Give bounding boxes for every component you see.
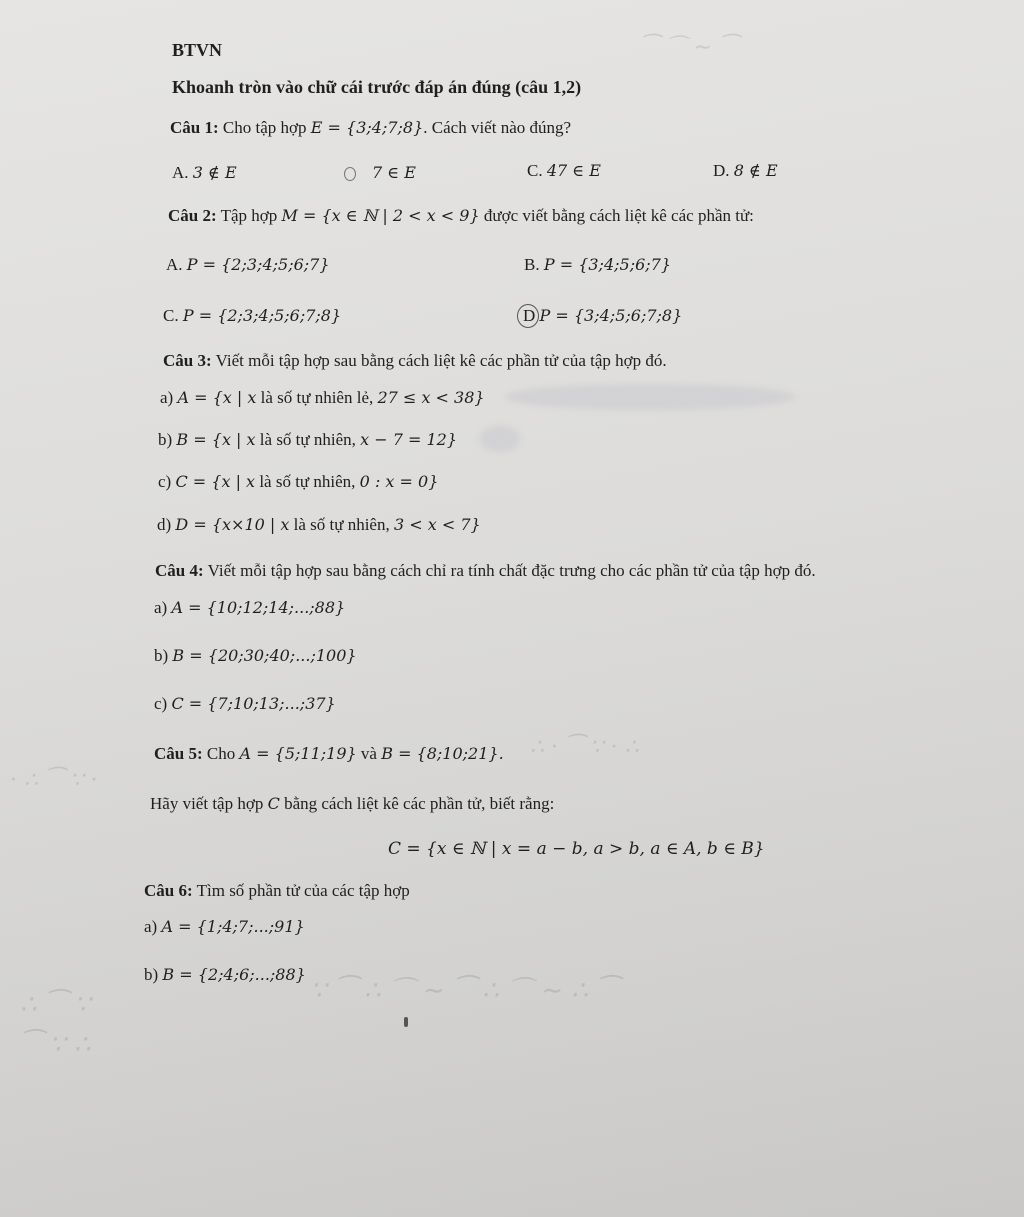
option-letter: D xyxy=(523,306,536,325)
set-expression: A = {10;12;14;...;88} xyxy=(171,598,346,617)
q4-item-a xyxy=(154,597,345,619)
q3-item-b xyxy=(158,429,457,451)
item-letter: a) xyxy=(144,917,158,936)
set-expression: A = {1;4;7;...;91} xyxy=(161,917,305,936)
q3-item-d xyxy=(157,514,481,536)
show-through-scribble: ⁀ ⌒ ∼ ⁀ xyxy=(640,35,737,60)
option-value: P = {3;4;5;6;7} xyxy=(543,255,672,274)
question-text: Tìm số phần tử của các tập hợp xyxy=(196,881,410,900)
erased-smudge xyxy=(480,426,520,452)
option-value: 47 ∈ E xyxy=(546,161,601,180)
set-expression: B = {8;10;21}. xyxy=(381,744,504,763)
show-through-scribble: ∵ ⁀ ∴ ⌒ ∼ ⁀ ∴ ⌒ ∼ ∴ ⁀ xyxy=(310,976,618,1006)
option-letter: D. xyxy=(713,161,730,180)
option-letter: B. xyxy=(524,255,540,274)
item-letter: c) xyxy=(158,472,172,491)
q4-item-b xyxy=(154,645,357,667)
pencil-circle-mark xyxy=(344,167,356,181)
item-text: là số tự nhiên, xyxy=(259,472,356,491)
option-letter: A. xyxy=(166,255,183,274)
q3-item-a xyxy=(160,387,485,409)
question-label: Câu 5: xyxy=(154,744,203,763)
set-expression: 3 < x < 7} xyxy=(393,515,481,534)
instruction-text: Khoanh tròn vào chữ cái trước đáp án đúng (câu 1,2) xyxy=(172,77,582,97)
option-letter: C. xyxy=(527,161,543,180)
formula-expression: C = {x ∈ ℕ | x = a − b, a > b, a ∈ A, b ∈ B} xyxy=(388,839,765,859)
question-text: . Cách viết nào đúng? xyxy=(423,118,572,137)
question-text: Viết mỗi tập hợp sau bằng cách liệt kê các phần tử của tập hợp đó. xyxy=(215,351,667,370)
show-through-scribble: · ∴ ⁀ ∵ · xyxy=(10,768,98,793)
question-label: Câu 1: xyxy=(170,118,219,137)
item-letter: d) xyxy=(157,515,172,534)
option-letter: A. xyxy=(172,163,189,182)
question-1 xyxy=(170,117,571,139)
set-expression: 0 : x = 0} xyxy=(359,472,439,491)
option-value: P = {2;3;4;5;6;7;8} xyxy=(182,306,342,325)
question-text: và xyxy=(360,744,377,763)
option-value: P = {2;3;4;5;6;7} xyxy=(186,255,330,274)
question-label: Câu 3: xyxy=(163,351,212,370)
erased-smudge xyxy=(505,384,795,410)
question-text: Tập hợp xyxy=(220,206,278,225)
set-expression: B = {x | x xyxy=(176,430,256,449)
show-through-scribble: ∴ ⁀ ∵ xyxy=(20,990,91,1020)
question-text: Hãy viết tập hợp xyxy=(150,794,264,813)
set-expression: C = {7;10;13;...;37} xyxy=(171,694,336,713)
question-text: bằng cách liệt kê các phần tử, biết rằng: xyxy=(284,794,555,813)
option-a[interactable] xyxy=(166,255,330,275)
show-through-scribble: ∴ · ⁀ ∵ · ∴ xyxy=(530,735,639,760)
set-expression: B = {20;30;40;...;100} xyxy=(172,646,357,665)
set-expression: C = {x | x xyxy=(175,472,256,491)
option-a[interactable] xyxy=(172,163,237,183)
question-label: Câu 2: xyxy=(168,206,217,225)
option-value: 3 ∉ E xyxy=(192,163,237,182)
option-d[interactable] xyxy=(523,306,682,326)
question-2 xyxy=(168,205,754,227)
q6-item-b xyxy=(144,964,306,986)
item-text: là số tự nhiên lẻ, xyxy=(260,388,374,407)
question-text: Viết mỗi tập hợp sau bằng cách chỉ ra tính chất đặc trưng cho các phần tử của tập hợp đó. xyxy=(207,561,816,580)
item-letter: b) xyxy=(144,965,159,984)
option-letter: C. xyxy=(163,306,179,325)
item-letter: b) xyxy=(158,430,173,449)
set-expression: D = {x×10 | x xyxy=(175,515,290,534)
question-text: Cho tập hợp xyxy=(222,118,307,137)
option-value: 7 ∈ E xyxy=(372,163,416,182)
show-through-scribble: ⁀ ∵ ∴ xyxy=(20,1030,91,1060)
question-4 xyxy=(155,560,816,582)
set-expression: M = {x ∈ ℕ | 2 < x < 9} xyxy=(281,206,480,225)
set-expression: E = {3;4;7;8} xyxy=(310,118,424,137)
item-letter: c) xyxy=(154,694,168,713)
option-value: 8 ∉ E xyxy=(733,161,778,180)
ink-dot xyxy=(404,1017,408,1027)
page-title: BTVN xyxy=(172,40,223,60)
item-letter: a) xyxy=(154,598,168,617)
question-text: được viết bằng cách liệt kê các phần tử: xyxy=(483,206,754,225)
option-c[interactable] xyxy=(163,306,341,326)
item-letter: b) xyxy=(154,646,169,665)
item-text: là số tự nhiên, xyxy=(293,515,390,534)
question-5-line-2 xyxy=(150,793,554,815)
item-text: là số tự nhiên, xyxy=(259,430,356,449)
option-b[interactable] xyxy=(372,163,416,183)
option-b[interactable] xyxy=(524,255,671,275)
option-value: P = {3;4;5;6;7;8} xyxy=(539,306,683,325)
set-expression: x − 7 = 12} xyxy=(360,430,458,449)
q6-item-a xyxy=(144,916,305,938)
question-label: Câu 6: xyxy=(144,881,193,900)
set-expression: B = {2;4;6;...;88} xyxy=(162,965,306,984)
question-5 xyxy=(154,743,504,765)
question-text: Cho xyxy=(206,744,236,763)
set-variable: C xyxy=(267,794,280,813)
q4-item-c xyxy=(154,693,336,715)
question-6 xyxy=(144,880,410,902)
option-c[interactable] xyxy=(527,161,601,181)
set-expression: A = {5;11;19} xyxy=(239,744,357,763)
question-3 xyxy=(163,350,667,372)
set-expression: A = {x | x xyxy=(177,388,257,407)
question-label: Câu 4: xyxy=(155,561,204,580)
item-letter: a) xyxy=(160,388,174,407)
q3-item-c xyxy=(158,471,438,493)
set-expression: 27 ≤ x < 38} xyxy=(377,388,485,407)
option-d[interactable] xyxy=(713,161,778,181)
